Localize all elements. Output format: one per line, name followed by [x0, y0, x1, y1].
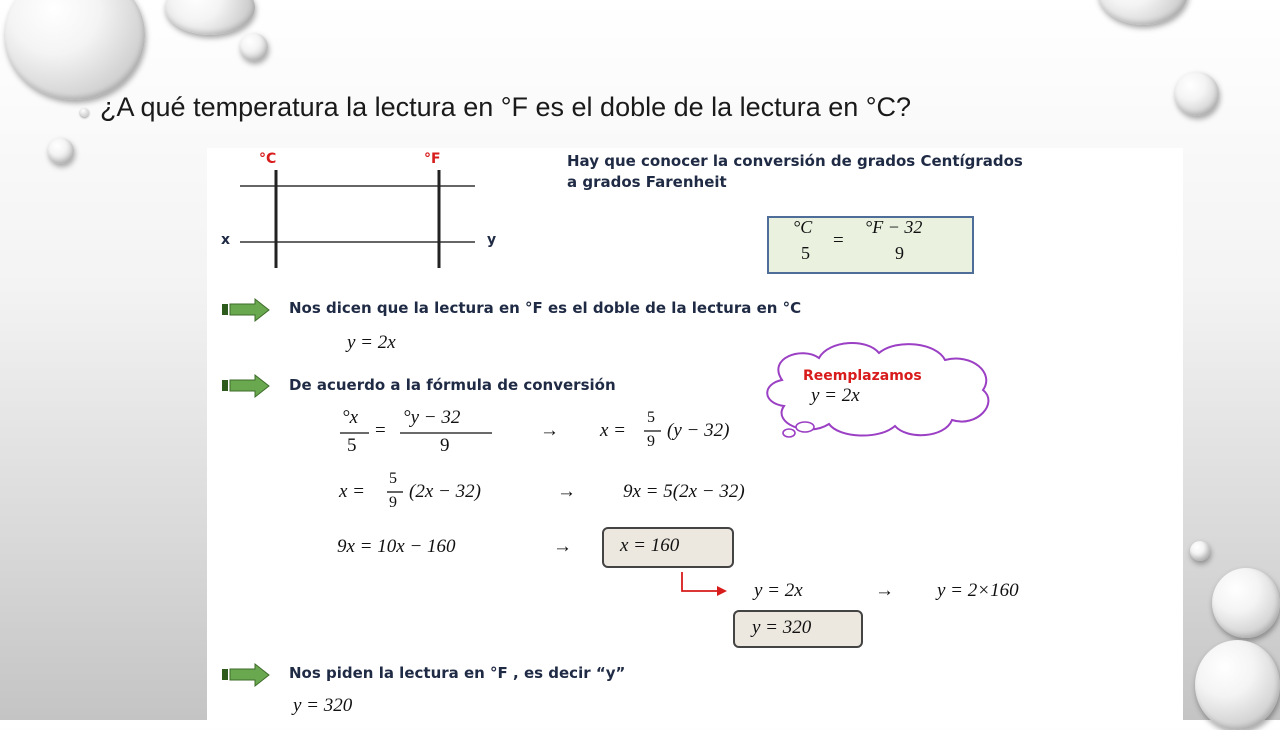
eq4-equation: y = 2x: [754, 580, 803, 601]
eq1-result-den: 9: [647, 433, 655, 450]
formula-equals: =: [833, 230, 844, 251]
step3-text: Nos piden la lectura en °F , es decir “y”: [289, 664, 626, 682]
eq1-right-num: °y − 32: [403, 407, 461, 428]
eq1-result-num: 5: [647, 409, 655, 426]
eq2-suffix: (2x − 32): [409, 481, 481, 502]
eq1-equals: =: [375, 420, 386, 441]
drop-decoration: [240, 33, 268, 61]
title-bullet: [80, 108, 89, 117]
eq1-right-den: 9: [440, 435, 450, 456]
cloud-equation: y = 2x: [811, 385, 860, 406]
formula-left-den: 5: [801, 243, 810, 263]
eq2-num: 5: [389, 470, 397, 487]
intro-text-line1: Hay que conocer la conversión de grados Centígrados: [567, 152, 1023, 170]
formula-right-den: 9: [895, 243, 904, 263]
arrow-icon: →: [557, 481, 576, 502]
green-arrow-icon: [222, 664, 269, 686]
x-label: x: [221, 232, 231, 248]
step2-text: De acuerdo a la fórmula de conversión: [289, 376, 616, 394]
eq2-result: 9x = 5(2x − 32): [623, 481, 745, 502]
intro-text-line2: a grados Farenheit: [567, 173, 727, 191]
formula-right-num: °F − 32: [865, 217, 923, 237]
formula-left-num: °C: [793, 217, 813, 237]
solution-panel: [207, 148, 1183, 720]
arrow-icon: →: [553, 536, 572, 557]
eq2-den: 9: [389, 494, 397, 511]
connector-arrow: [682, 572, 717, 591]
arrow-icon: →: [875, 580, 894, 601]
drop-decoration: [1195, 640, 1280, 730]
eq3-result: x = 160: [620, 535, 680, 556]
eq1-result-suffix: (y − 32): [667, 420, 730, 441]
connector-arrow-head: [717, 586, 727, 596]
green-arrow-icon: [222, 299, 269, 321]
y-label: y: [487, 232, 497, 248]
drop-decoration: [1212, 568, 1280, 638]
step1-equation: y = 2x: [347, 332, 396, 353]
thought-cloud: [767, 343, 988, 437]
drop-decoration: [1190, 541, 1210, 561]
celsius-label: °C: [259, 151, 277, 167]
drop-decoration: [5, 0, 145, 100]
eq3-equation: 9x = 10x − 160: [337, 536, 456, 557]
slide-title: ¿A qué temperatura la lectura en °F es el doble de la lectura en °C?: [100, 92, 912, 122]
drop-decoration: [1098, 0, 1188, 25]
drop-decoration: [165, 0, 255, 35]
step1-text: Nos dicen que la lectura en °F es el doble de la lectura en °C: [289, 299, 802, 317]
eq1-left-den: 5: [347, 435, 357, 456]
fahrenheit-label: °F: [424, 151, 441, 167]
eq4-result: y = 2×160: [937, 580, 1019, 601]
step3-equation: y = 320: [293, 695, 353, 716]
green-arrow-icon: [222, 375, 269, 397]
arrow-icon: →: [540, 420, 559, 441]
eq1-result-prefix: x =: [600, 420, 627, 441]
drop-decoration: [48, 138, 74, 164]
cloud-label: Reemplazamos: [803, 368, 922, 384]
eq2-prefix: x =: [339, 481, 366, 502]
drop-decoration: [1175, 72, 1219, 116]
eq5-equation: y = 320: [752, 617, 812, 638]
eq1-left-num: °x: [342, 407, 359, 428]
